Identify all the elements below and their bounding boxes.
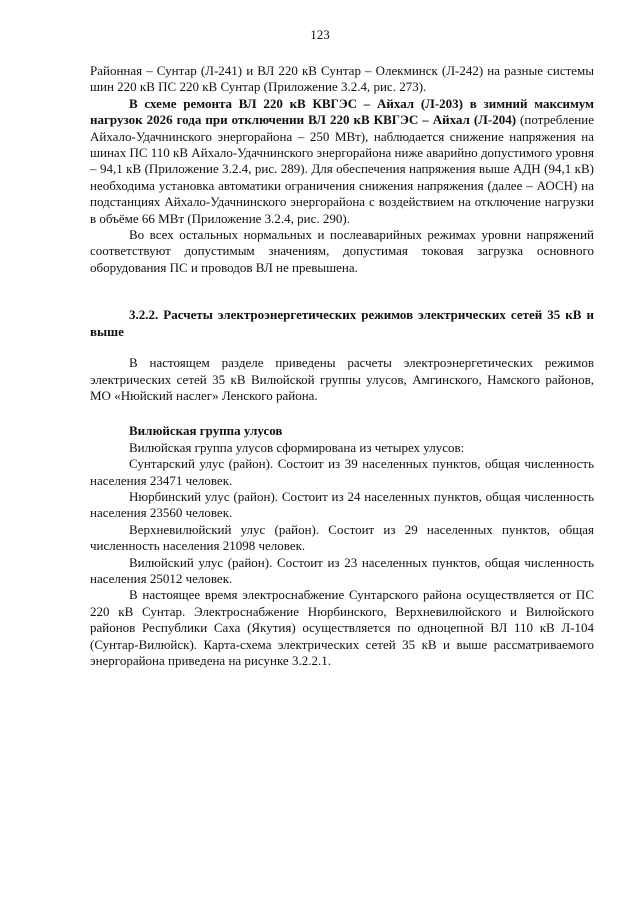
list-item: В настоящее время электроснабжение Сунтарского района осуществляется от ПС 220 кВ Сунтар. Электроснабжение Нюрбинского, Верхневилюйского и Вилюйского районов Республики Саха (Якутия) осуществляется по одноцепной ВЛ 110 кВ Л-104 (Сунтар-Вилюйск). Карта-схема электрических сетей 35 кВ и выше рассматриваемого энергорайона приведена на рисунке 3.2.2.1. (90, 587, 594, 668)
paragraph-body: (потребление Айхало-Удачнинского энергорайона – 250 МВт), наблюдается снижение напряжения на шинах ПС 110 кВ Айхало-Удачнинского энергорайона ниже аварийно допустимого уровня – 94,1 кВ (Приложение 3.2.4, рис. 289). Для обеспечения напряжения выше АДН (94,1 кВ) необходима установка автоматики ограничения снижения напряжения (далее – АОСН) на подстанциях Айхало-Удачнинского энергорайона с воздействием на отключение нагрузки в объёме 66 МВт (Приложение 3.2.4, рис. 290). (90, 112, 594, 226)
paragraph-summary: Во всех остальных нормальных и послеаварийных режимах уровни напряжений соответствуют допустимым значениям, допустимая токовая загрузка основного оборудования ПС и проводов ВЛ не превышена. (90, 227, 594, 275)
spacer (90, 404, 594, 423)
list-item: Нюрбинский улус (район). Состоит из 24 населенных пунктов, общая численность населения 23560 человек. (90, 488, 594, 521)
list-item: Вилюйская группа улусов сформирована из четырех улусов: (129, 439, 465, 455)
paragraph-bold-lead: В схеме ремонта ВЛ 220 кВ КВГЭС – Айхал (Л-203) в зимний максимум нагрузок 2026 года при отключении ВЛ 220 кВ КВГЭС – Айхал (Л-204) (90, 95, 594, 128)
list-item: Сунтарский улус (район). Состоит из 39 населенных пунктов, общая численность населения 23471 человек. (90, 456, 594, 488)
paragraph-repair-scheme (90, 96, 594, 227)
list-item: Верхневилюйский улус (район). Состоит из 29 населенных пунктов, общая численность населения 21098 человек. (90, 521, 594, 554)
page-number: 123 (310, 27, 330, 42)
spacer (90, 276, 594, 291)
subsection-heading: Вилюйская группа улусов (129, 423, 283, 439)
section-intro: В настоящем разделе приведены расчеты электроэнергетических режимов электрических сетей 35 кВ Вилюйской группы улусов, Амгинского, Намского районов, МО «Нюйский наслег» Ленского района. (90, 355, 594, 403)
document-body (90, 63, 594, 669)
section-heading: 3.2.2. Расчеты электроэнергетических режимов электрических сетей 35 кВ и выше (90, 307, 594, 339)
list-item: Вилюйский улус (район). Состоит из 23 населенных пунктов, общая численность населения 25012 человек. (90, 554, 594, 586)
spacer (90, 340, 594, 355)
paragraph-continuation: Районная – Сунтар (Л-241) и ВЛ 220 кВ Сунтар – Олекминск (Л-242) на разные системы шин 220 кВ ПС 220 кВ Сунтар (Приложение 3.2.4, рис. 273). (90, 63, 594, 95)
